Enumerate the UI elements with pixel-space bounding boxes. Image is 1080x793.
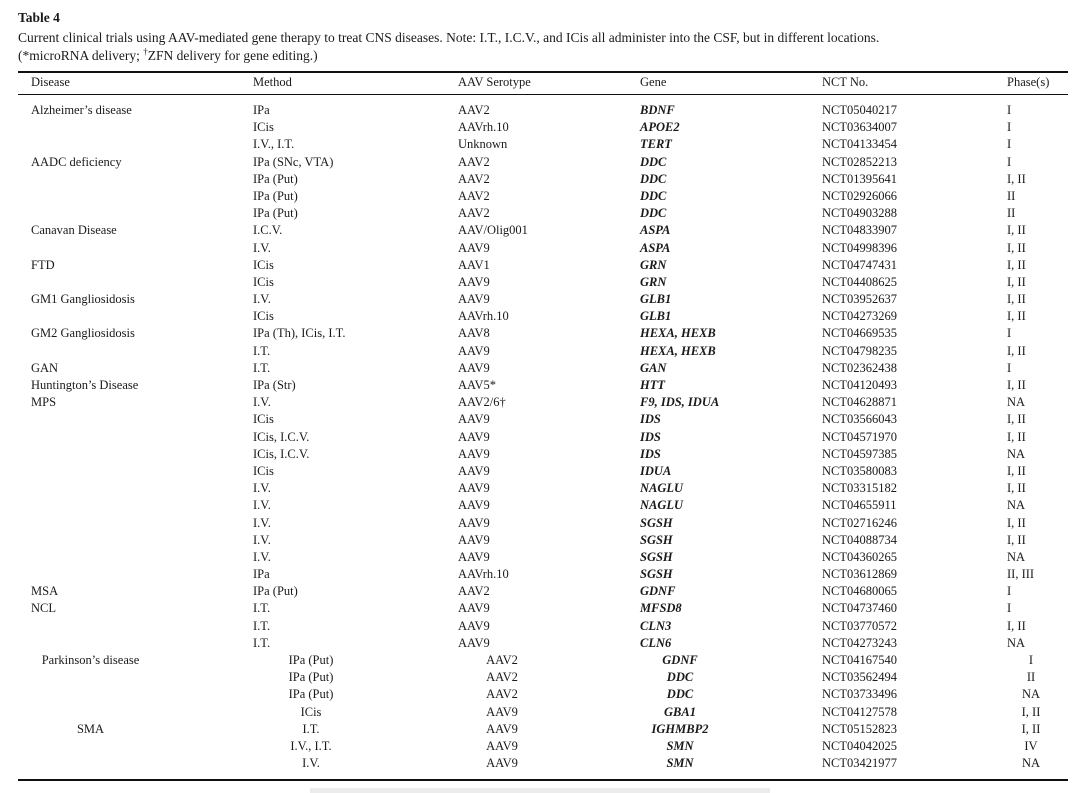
cell-serotype: AAVrh.10 <box>458 567 509 582</box>
cell-nct: NCT03634007 <box>822 120 897 135</box>
cell-phase: II <box>1026 670 1036 685</box>
table-header-row <box>0 75 1080 93</box>
table-row <box>0 480 1080 497</box>
table-row <box>0 738 1080 755</box>
page-footer-bar <box>310 788 770 793</box>
cell-method: ICis <box>253 120 274 135</box>
cell-gene: GBA1 <box>664 704 696 719</box>
cell-phase: I <box>1007 137 1012 152</box>
cell-method: IPa (Put) <box>253 584 298 599</box>
dagger-mark: † <box>143 46 148 57</box>
table-row <box>0 583 1080 600</box>
table-row <box>0 463 1080 480</box>
cell-disease: MPS <box>31 395 57 410</box>
table-row <box>0 411 1080 428</box>
cell-nct: NCT04597385 <box>822 446 897 461</box>
cell-gene: TERT <box>640 137 672 152</box>
table-row <box>0 343 1080 360</box>
cell-method: ICis <box>253 412 274 427</box>
cell-nct: NCT04571970 <box>822 429 897 444</box>
table-row <box>0 549 1080 566</box>
header-gene: Gene <box>640 75 667 89</box>
cell-method: ICis <box>253 257 274 272</box>
cell-gene: IDS <box>640 429 661 444</box>
cell-nct: NCT03952637 <box>822 292 897 307</box>
cell-gene: BDNF <box>640 103 675 117</box>
cell-phase: I, II <box>1007 171 1026 186</box>
cell-method: IPa <box>253 567 270 582</box>
cell-serotype: AAV9 <box>458 292 490 307</box>
cell-serotype: Unknown <box>458 137 508 152</box>
cell-gene: GDNF <box>640 584 676 599</box>
caption-line-1: Current clinical trials using AAV-mediated gene therapy to treat CNS diseases. Note: I.T., I.C.V., and ICis all administer into the CSF, but in different locations. <box>18 30 880 45</box>
cell-serotype: AAV9 <box>458 360 490 375</box>
table-row <box>0 102 1080 119</box>
cell-nct: NCT03562494 <box>822 670 897 685</box>
table-row <box>0 686 1080 703</box>
cell-phase: I, II <box>1007 429 1026 444</box>
cell-serotype: AAV2 <box>458 584 490 599</box>
cell-method: I.T. <box>253 343 271 358</box>
cell-gene: DDC <box>666 670 694 685</box>
cell-phase: I <box>1007 103 1012 117</box>
cell-serotype: AAVrh.10 <box>458 309 509 324</box>
cell-disease: AADC deficiency <box>31 154 122 169</box>
cell-nct: NCT04042025 <box>822 738 897 753</box>
cell-phase: NA <box>1007 498 1026 513</box>
table-row <box>0 308 1080 325</box>
cell-phase: I <box>1007 601 1012 616</box>
cell-phase: I, II <box>1007 274 1026 289</box>
cell-serotype: AAV/Olig001 <box>458 223 528 238</box>
table-row <box>0 566 1080 583</box>
table-row <box>0 532 1080 549</box>
cell-nct: NCT03421977 <box>822 756 897 771</box>
cell-nct: NCT03580083 <box>822 463 897 478</box>
cell-disease: Parkinson’s disease <box>41 653 140 667</box>
header-serotype: AAV Serotype <box>458 75 531 89</box>
cell-serotype: AAV2 <box>458 154 490 169</box>
cell-method: I.V. <box>253 481 271 496</box>
cell-method: ICis <box>253 463 274 478</box>
cell-method: I.V., I.T. <box>253 137 295 152</box>
table-row <box>0 257 1080 274</box>
cell-phase: I, II <box>1007 412 1026 427</box>
table-row <box>0 291 1080 308</box>
cell-nct: NCT04628871 <box>822 395 897 410</box>
cell-method: IPa (Put) <box>288 687 334 702</box>
cell-method: IPa (Put) <box>253 188 298 203</box>
cell-nct: NCT02926066 <box>822 188 897 203</box>
cell-serotype: AAV9 <box>458 635 490 650</box>
cell-phase: I <box>1007 154 1012 169</box>
caption-note-b: ZFN delivery for gene editing.) <box>147 48 318 63</box>
cell-phase: II <box>1007 206 1016 221</box>
cell-gene: HEXA, HEXB <box>640 326 716 341</box>
table-row <box>0 394 1080 411</box>
cell-serotype: AAV2 <box>486 687 518 702</box>
table-row <box>0 721 1080 738</box>
cell-nct: NCT04120493 <box>822 378 897 392</box>
cell-nct: NCT03770572 <box>822 618 897 633</box>
cell-serotype: AAV9 <box>458 498 490 513</box>
cell-method: I.C.V. <box>253 223 283 238</box>
table-row <box>0 119 1080 136</box>
table-row <box>0 600 1080 617</box>
cell-phase: NA <box>1021 687 1041 702</box>
cell-gene: HEXA, HEXB <box>640 343 716 358</box>
cell-gene: SGSH <box>640 532 673 547</box>
cell-phase: I <box>1028 653 1034 667</box>
cell-nct: NCT04747431 <box>822 257 897 272</box>
cell-gene: NAGLU <box>640 498 684 513</box>
cell-method: IPa (Put) <box>288 653 334 667</box>
cell-phase: I, II <box>1007 240 1026 255</box>
cell-disease: NCL <box>31 601 56 616</box>
cell-nct: NCT04798235 <box>822 343 897 358</box>
cell-gene: APOE2 <box>640 120 680 135</box>
caption-note-a: (*microRNA delivery; <box>18 48 144 63</box>
cell-method: I.V. <box>253 498 271 513</box>
cell-method: I.V. <box>253 395 271 410</box>
cell-phase: I, II <box>1021 704 1041 719</box>
cell-phase: I <box>1007 326 1012 341</box>
cell-phase: I, II <box>1007 481 1026 496</box>
header-nct: NCT No. <box>822 75 869 89</box>
cell-nct: NCT04360265 <box>822 549 897 564</box>
cell-gene: GRN <box>640 257 667 272</box>
cell-disease: GAN <box>31 360 59 375</box>
cell-serotype: AAV9 <box>458 240 490 255</box>
cell-gene: SMN <box>666 738 694 753</box>
cell-method: I.V. <box>253 515 271 530</box>
cell-gene: DDC <box>640 154 667 169</box>
table-row <box>0 171 1080 188</box>
cell-method: I.T. <box>253 635 271 650</box>
cell-disease: Canavan Disease <box>31 223 117 238</box>
cell-serotype: AAVrh.10 <box>458 120 509 135</box>
cell-phase: I, II <box>1007 292 1026 307</box>
cell-nct: NCT04273269 <box>822 309 897 324</box>
cell-gene: NAGLU <box>640 481 684 496</box>
cell-disease: Huntington’s Disease <box>31 378 139 392</box>
cell-nct: NCT04903288 <box>822 206 897 221</box>
table-caption <box>18 29 1070 65</box>
cell-nct: NCT04273243 <box>822 635 897 650</box>
cell-phase: I, II <box>1007 378 1026 392</box>
cell-serotype: AAV1 <box>458 257 490 272</box>
table-bottom-rule <box>18 779 1068 781</box>
cell-serotype: AAV2/6† <box>458 395 506 410</box>
cell-nct: NCT05152823 <box>822 721 897 736</box>
cell-method: IPa (Put) <box>253 206 298 221</box>
table-row <box>0 755 1080 772</box>
cell-gene: IDS <box>640 412 661 427</box>
cell-phase: I <box>1007 584 1012 599</box>
cell-phase: NA <box>1007 446 1026 461</box>
cell-gene: CLN3 <box>640 618 672 633</box>
table-row <box>0 274 1080 291</box>
cell-disease: GM2 Gangliosidosis <box>31 326 135 341</box>
table-row <box>0 136 1080 153</box>
cell-nct: NCT04655911 <box>822 498 897 513</box>
cell-serotype: AAV9 <box>458 481 490 496</box>
cell-serotype: AAV2 <box>486 653 518 667</box>
cell-phase: I, II <box>1007 223 1026 238</box>
cell-gene: GLB1 <box>640 309 672 324</box>
table-header-rule <box>18 94 1068 95</box>
cell-serotype: AAV9 <box>486 738 518 753</box>
cell-gene: SMN <box>666 756 694 771</box>
header-disease: Disease <box>31 75 70 89</box>
cell-gene: GRN <box>640 274 667 289</box>
cell-gene: GAN <box>640 360 667 375</box>
table-row <box>0 205 1080 222</box>
cell-disease: FTD <box>31 257 55 272</box>
table-row <box>0 154 1080 171</box>
cell-phase: I, II <box>1007 309 1026 324</box>
cell-serotype: AAV9 <box>458 343 490 358</box>
cell-gene: ASPA <box>640 240 671 255</box>
cell-nct: NCT04167540 <box>822 653 897 667</box>
cell-method: I.V. <box>253 549 271 564</box>
cell-nct: NCT03733496 <box>822 687 897 702</box>
table-row <box>0 497 1080 514</box>
table-row <box>0 429 1080 446</box>
table-row <box>0 188 1080 205</box>
cell-serotype: AAV9 <box>486 704 518 719</box>
cell-disease: SMA <box>76 721 105 736</box>
table-row <box>0 377 1080 394</box>
cell-serotype: AAV2 <box>486 670 518 685</box>
cell-serotype: AAV9 <box>458 532 490 547</box>
cell-phase: NA <box>1021 756 1041 771</box>
cell-nct: NCT02852213 <box>822 154 897 169</box>
cell-serotype: AAV2 <box>458 188 490 203</box>
cell-serotype: AAV9 <box>458 515 490 530</box>
cell-serotype: AAV9 <box>458 549 490 564</box>
cell-nct: NCT04680065 <box>822 584 897 599</box>
cell-nct: NCT05040217 <box>822 103 897 117</box>
cell-gene: IGHMBP2 <box>651 721 709 736</box>
cell-method: I.T. <box>253 618 271 633</box>
cell-method: IPa <box>253 103 270 117</box>
cell-phase: I, II <box>1007 257 1026 272</box>
cell-serotype: AAV8 <box>458 326 490 341</box>
cell-gene: CLN6 <box>640 635 672 650</box>
cell-method: IPa (Put) <box>288 670 334 685</box>
cell-disease: Alzheimer’s disease <box>31 103 132 117</box>
cell-phase: I, II <box>1007 515 1026 530</box>
cell-serotype: AAV2 <box>458 206 490 221</box>
cell-nct: NCT04127578 <box>822 704 897 719</box>
cell-phase: II <box>1007 188 1016 203</box>
cell-serotype: AAV9 <box>458 412 490 427</box>
cell-method: ICis <box>300 704 322 719</box>
cell-phase: IV <box>1024 738 1038 753</box>
cell-method: ICis, I.C.V. <box>253 429 310 444</box>
cell-gene: GDNF <box>662 653 698 667</box>
cell-gene: SGSH <box>640 567 673 582</box>
cell-gene: GLB1 <box>640 292 672 307</box>
cell-nct: NCT01395641 <box>822 171 897 186</box>
cell-phase: I, II <box>1007 618 1026 633</box>
cell-serotype: AAV9 <box>458 274 490 289</box>
cell-serotype: AAV2 <box>458 171 490 186</box>
cell-method: IPa (Put) <box>253 171 298 186</box>
cell-method: ICis <box>253 309 274 324</box>
cell-gene: MFSD8 <box>640 601 682 616</box>
cell-method: I.V. <box>253 292 271 307</box>
cell-method: I.V., I.T. <box>290 738 332 753</box>
cell-phase: I <box>1007 360 1012 375</box>
cell-serotype: AAV9 <box>486 756 518 771</box>
table-body <box>0 102 1080 772</box>
cell-gene: HTT <box>640 378 665 392</box>
cell-nct: NCT04998396 <box>822 240 897 255</box>
cell-method: I.T. <box>302 721 320 736</box>
cell-method: ICis, I.C.V. <box>253 446 310 461</box>
cell-nct: NCT04737460 <box>822 601 897 616</box>
table-row <box>0 669 1080 686</box>
cell-gene: IDUA <box>640 463 672 478</box>
cell-phase: I <box>1007 120 1012 135</box>
cell-nct: NCT03612869 <box>822 567 897 582</box>
cell-method: I.V. <box>253 532 271 547</box>
cell-nct: NCT04088734 <box>822 532 897 547</box>
table-row <box>0 325 1080 342</box>
cell-serotype: AAV9 <box>458 446 490 461</box>
cell-phase: NA <box>1007 635 1026 650</box>
cell-serotype: AAV9 <box>458 429 490 444</box>
table-row <box>0 240 1080 257</box>
cell-serotype: AAV9 <box>458 618 490 633</box>
header-method: Method <box>253 75 292 89</box>
cell-phase: I, II <box>1007 532 1026 547</box>
table-top-rule <box>18 71 1068 73</box>
cell-phase: I, II <box>1007 343 1026 358</box>
cell-disease: MSA <box>31 584 59 599</box>
cell-phase: I, II <box>1021 721 1041 736</box>
table-row <box>0 652 1080 669</box>
table-row <box>0 618 1080 635</box>
cell-gene: SGSH <box>640 549 673 564</box>
cell-method: I.V. <box>302 756 320 771</box>
cell-serotype: AAV9 <box>458 463 490 478</box>
cell-phase: I, II <box>1007 463 1026 478</box>
table-title: Table 4 <box>18 10 60 25</box>
cell-nct: NCT04133454 <box>822 137 897 152</box>
cell-nct: NCT03315182 <box>822 481 897 496</box>
cell-serotype: AAV9 <box>486 721 518 736</box>
cell-nct: NCT02716246 <box>822 515 897 530</box>
cell-phase: NA <box>1007 395 1026 410</box>
cell-disease: GM1 Gangliosidosis <box>31 292 135 307</box>
table-row <box>0 635 1080 652</box>
cell-method: IPa (Str) <box>253 378 296 392</box>
cell-gene: F9, IDS, IDUA <box>640 395 720 410</box>
cell-gene: DDC <box>666 687 694 702</box>
cell-method: I.V. <box>253 240 271 255</box>
header-phase: Phase(s) <box>1007 75 1050 89</box>
cell-serotype: AAV2 <box>458 103 490 117</box>
cell-gene: DDC <box>640 206 667 221</box>
cell-gene: IDS <box>640 446 661 461</box>
cell-gene: ASPA <box>640 223 671 238</box>
cell-serotype: AAV9 <box>458 601 490 616</box>
cell-phase: II, III <box>1007 567 1035 582</box>
table-row <box>0 704 1080 721</box>
cell-method: IPa (SNc, VTA) <box>253 154 334 169</box>
cell-gene: DDC <box>640 171 667 186</box>
table-row <box>0 446 1080 463</box>
table-row <box>0 515 1080 532</box>
cell-nct: NCT04833907 <box>822 223 897 238</box>
cell-nct: NCT03566043 <box>822 412 897 427</box>
table-row <box>0 222 1080 239</box>
cell-serotype: AAV5* <box>458 378 496 392</box>
cell-nct: NCT04408625 <box>822 274 897 289</box>
caption-line-2 <box>18 47 1070 65</box>
cell-method: ICis <box>253 274 274 289</box>
cell-phase: NA <box>1007 549 1026 564</box>
cell-method: I.T. <box>253 601 271 616</box>
table-row <box>0 360 1080 377</box>
cell-method: I.T. <box>253 360 271 375</box>
cell-gene: DDC <box>640 188 667 203</box>
cell-gene: SGSH <box>640 515 673 530</box>
cell-nct: NCT02362438 <box>822 360 897 375</box>
cell-nct: NCT04669535 <box>822 326 897 341</box>
cell-method: IPa (Th), ICis, I.T. <box>253 326 346 341</box>
